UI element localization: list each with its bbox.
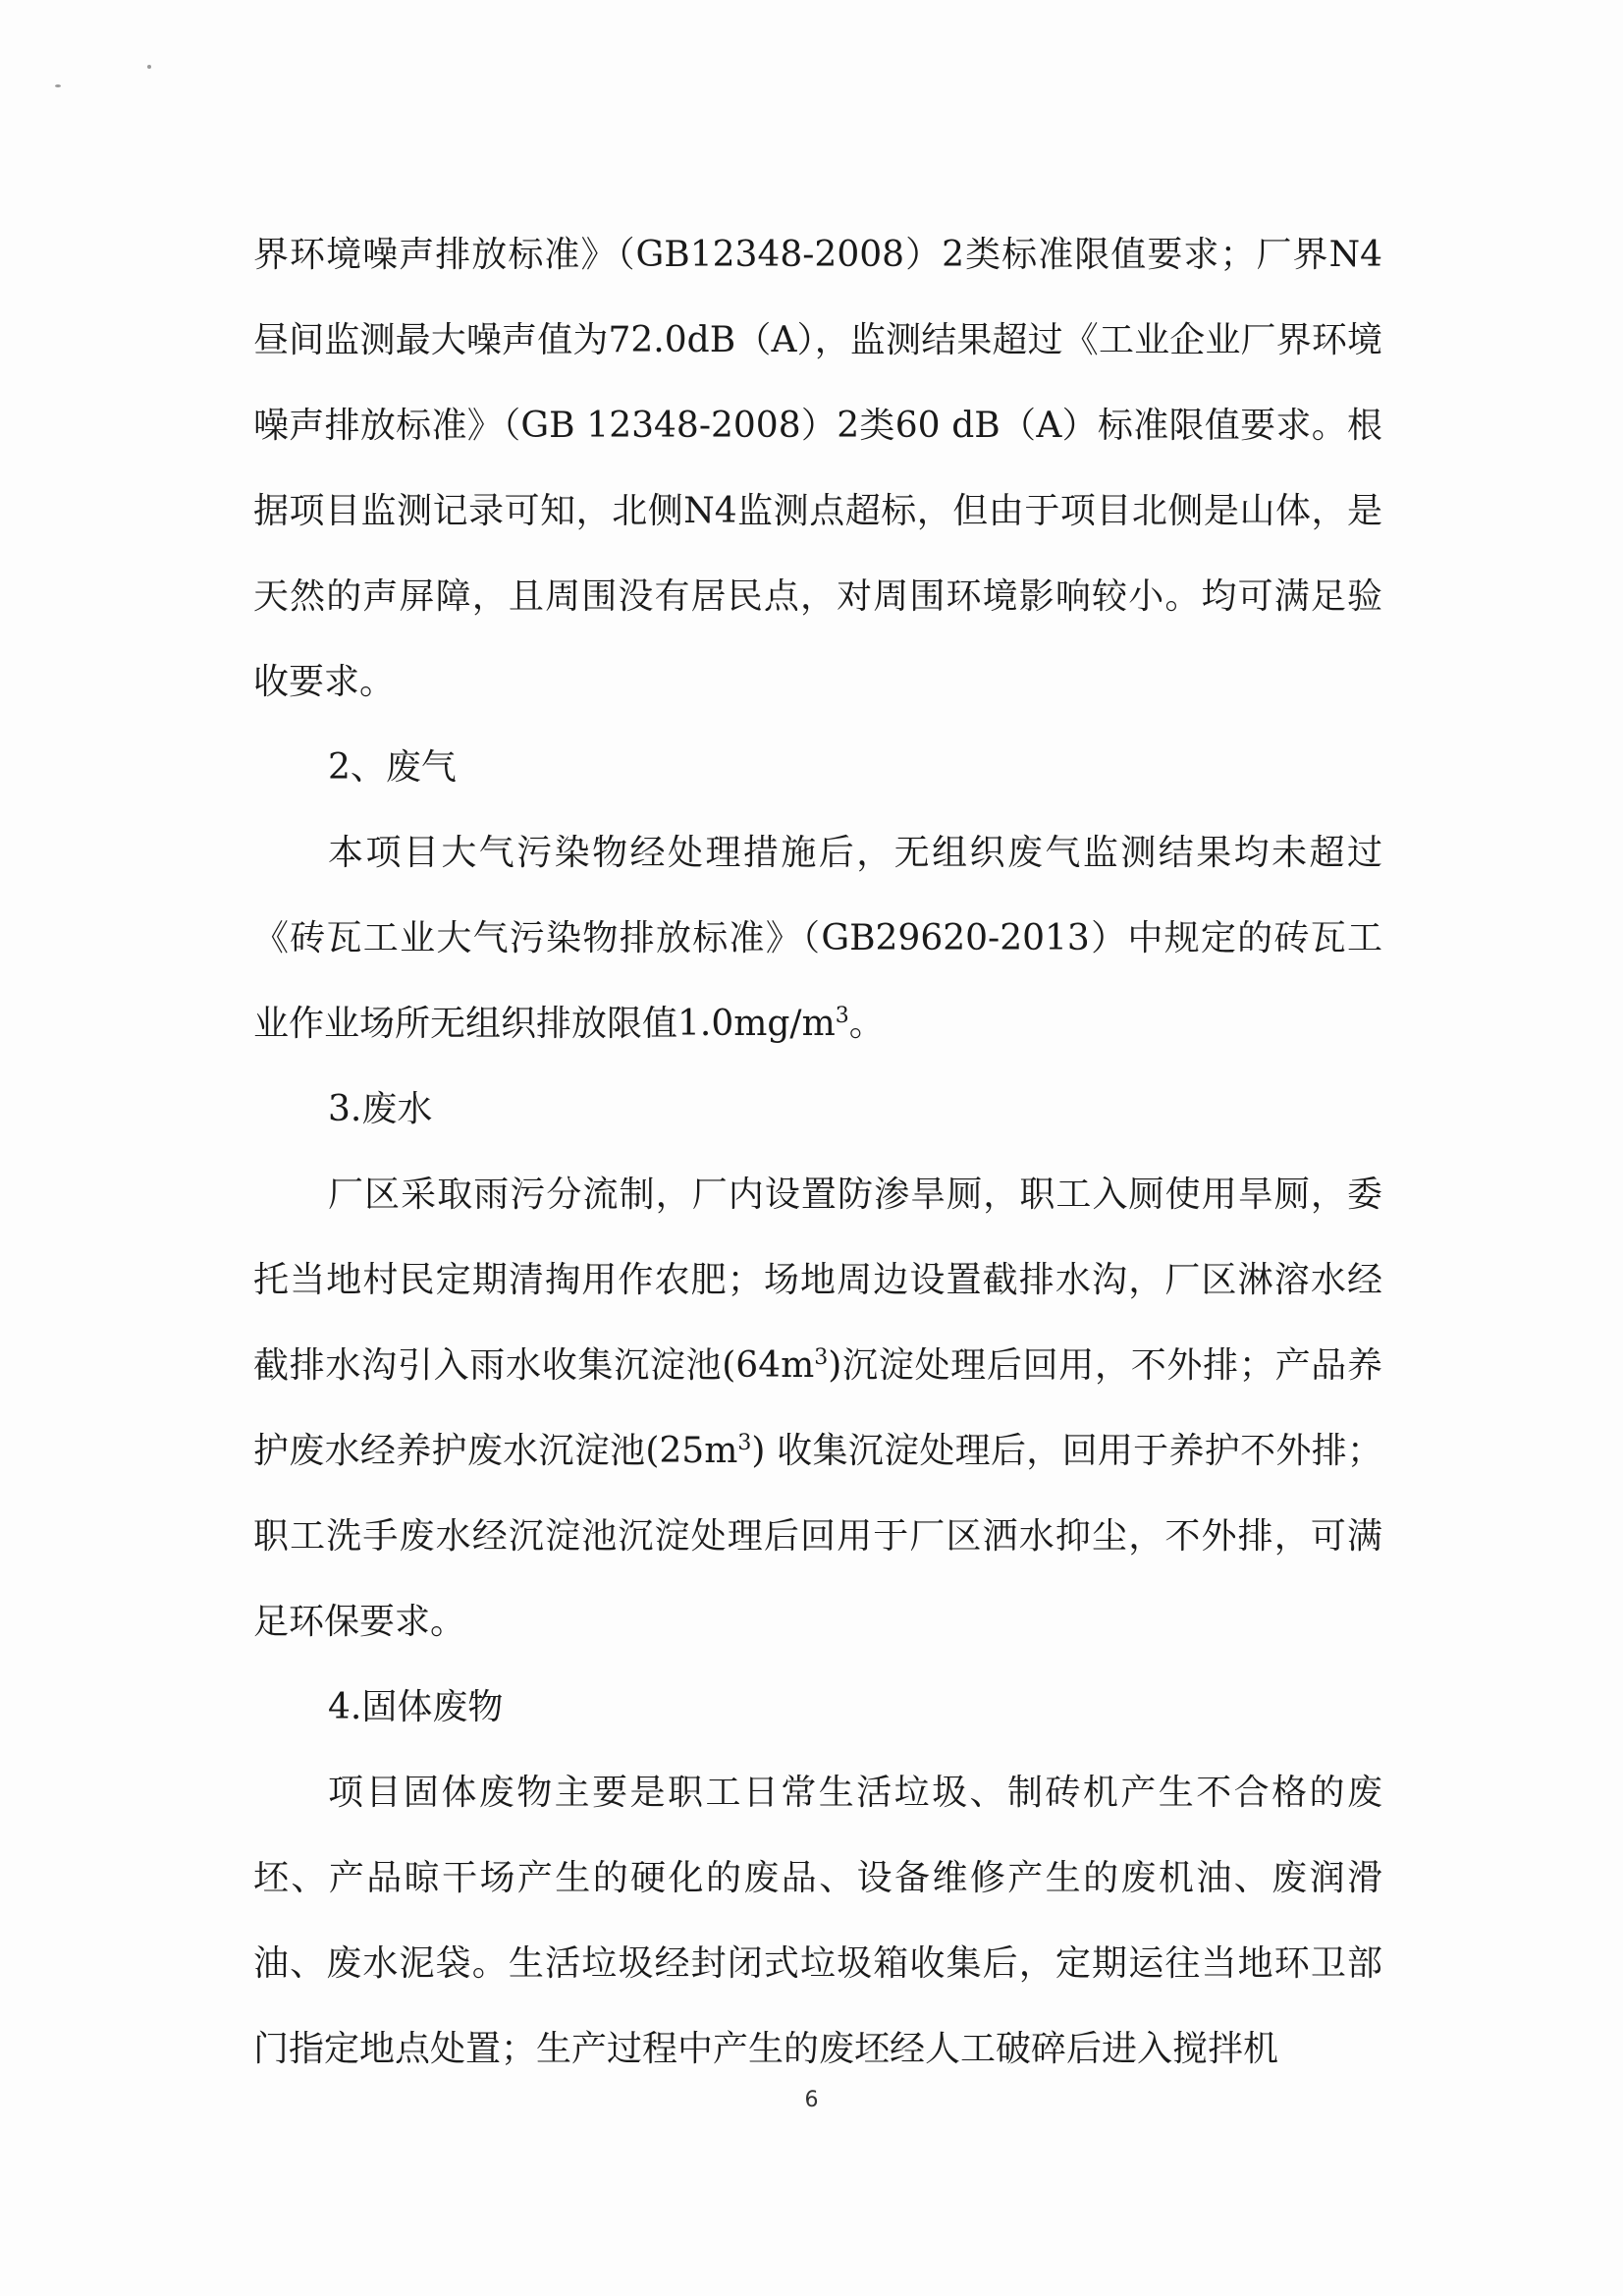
scan-speck (55, 84, 61, 87)
paragraph-text: 厂区采取雨污分流制，厂内设置防渗旱厕，职工入厕使用旱厕，委托当地村民定期清掏用作农肥；场地周边设置截排水沟，厂区淋溶水经截排水沟引入雨水收集沉淀池(64m (253, 1175, 1382, 1386)
document-body (253, 212, 1382, 2092)
section-heading-waste-gas: 2、废气 (328, 747, 457, 788)
paragraph-solid-waste: 项目固体废物主要是职工日常生活垃圾、制砖机产生不合格的废坯、产品晾干场产生的硬化的废品、设备维修产生的废机油、废润滑油、废水泥袋。生活垃圾经封闭式垃圾箱收集后，定期运往当地环卫部门指定地点处置；生产过程中产生的废坯经人工破碎后进入搅拌机 (253, 1773, 1382, 2069)
superscript: 3 (737, 1431, 752, 1455)
paragraph-text: ) 收集沉淀处理后，回用于养护不外排；职工洗手废水经沉淀池沉淀处理后回用于厂区洒水抑尘，不外排，可满足环保要求。 (253, 1431, 1382, 1642)
paragraph-waste-gas (253, 810, 1382, 1066)
scan-speck (147, 65, 151, 69)
superscript: 3 (814, 1345, 829, 1370)
section-heading-waste-water: 3.废水 (328, 1089, 433, 1129)
paragraph-text: )沉淀处理后回用，不外排；产品养护废水经养护废水沉淀池(25m (253, 1345, 1383, 1471)
paragraph-noise-continued: 界环境噪声排放标准》（GB12348-2008）2类标准限值要求；厂界N4昼间监测最大噪声值为72.0dB（A），监测结果超过《工业企业厂界环境噪声排放标准》（GB 12348-2008）2类60 dB（A）标准限值要求。根据项目监测记录可知，北侧N4监测点超标，但由于项目北侧是山体，是天然的声屏障，且周围没有居民点，对周围环境影响较小。均可满足验收要求。 (253, 235, 1382, 702)
paragraph-waste-water (253, 1152, 1382, 1665)
section-heading-solid-waste: 4.固体废物 (328, 1687, 504, 1727)
page-number: 6 (804, 2088, 819, 2112)
paragraph-text: 本项目大气污染物经处理措施后，无组织废气监测结果均未超过《砖瓦工业大气污染物排放标准》（GB29620-2013）中规定的砖瓦工业作业场所无组织排放限值1.0mg/m (253, 833, 1382, 1044)
superscript: 3 (835, 1004, 849, 1028)
paragraph-text: 。 (848, 1004, 885, 1044)
